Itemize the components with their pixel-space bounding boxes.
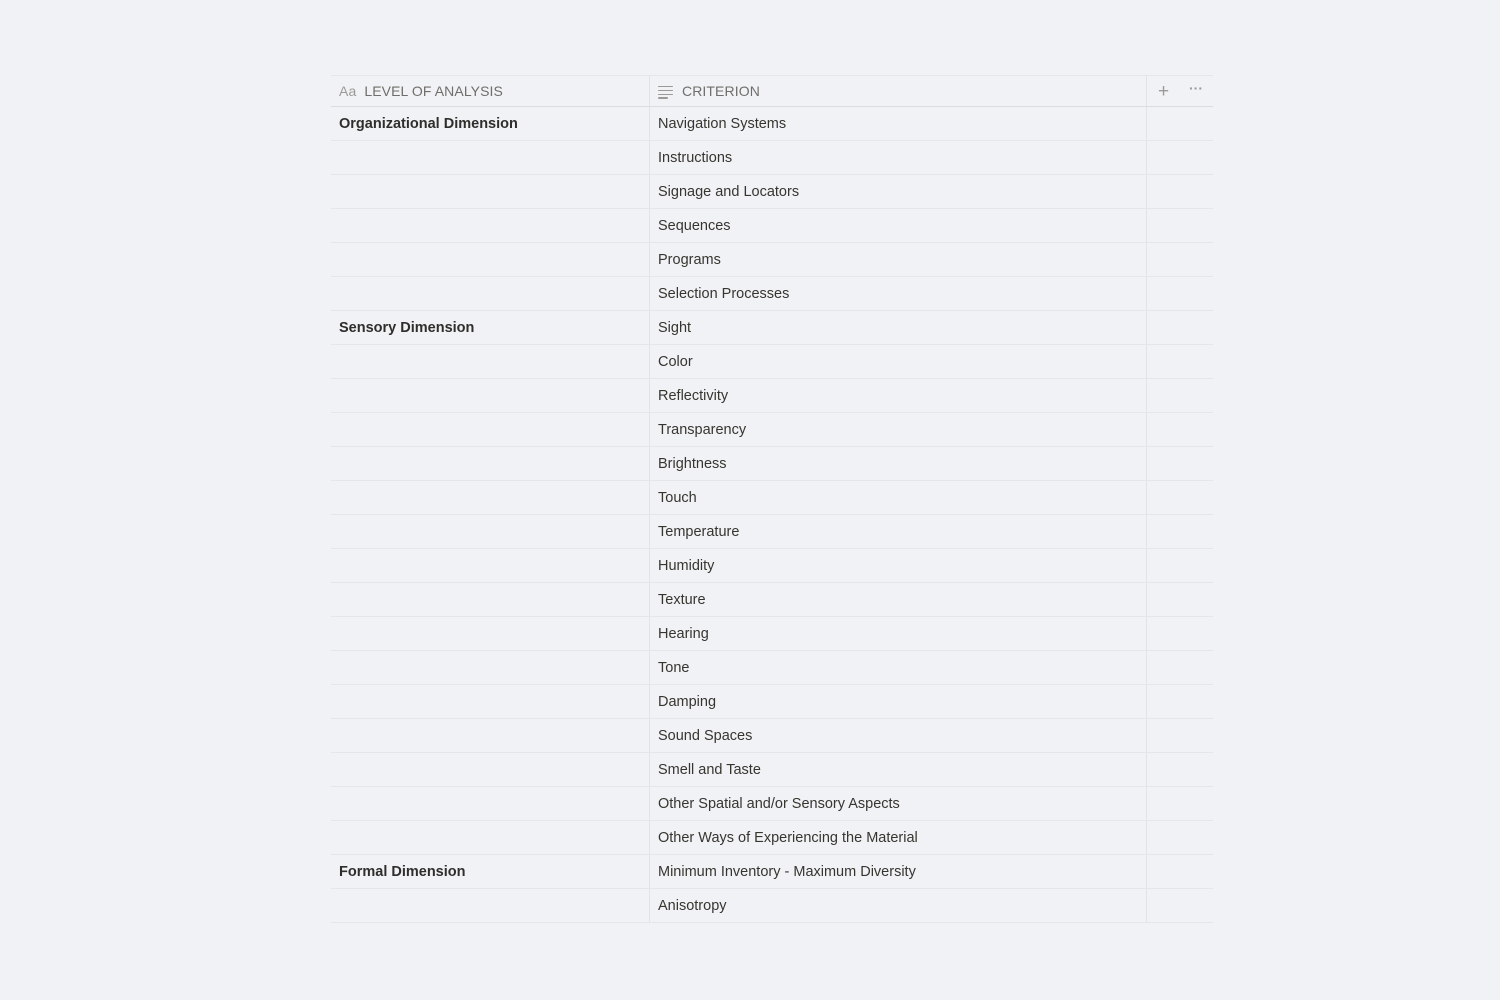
level-of-analysis-cell[interactable] [331, 787, 650, 820]
empty-action-cell [1147, 311, 1213, 344]
table-row[interactable] [331, 753, 1213, 787]
empty-action-cell [1147, 719, 1213, 752]
criterion-text: Other Spatial and/or Sensory Aspects [658, 795, 900, 812]
table-row[interactable] [331, 345, 1213, 379]
criterion-cell[interactable] [650, 617, 1147, 650]
criterion-text: Sequences [658, 217, 731, 234]
criterion-cell[interactable] [650, 277, 1147, 310]
criterion-text: Humidity [658, 557, 715, 574]
empty-action-cell [1147, 515, 1213, 548]
criterion-cell[interactable] [650, 345, 1147, 378]
empty-action-cell [1147, 583, 1213, 616]
criterion-cell[interactable] [650, 889, 1147, 922]
column-header-label: LEVEL OF ANALYSIS [364, 83, 503, 99]
criterion-text: Touch [658, 489, 697, 506]
table-row[interactable] [331, 413, 1213, 447]
criterion-text: Brightness [658, 455, 727, 472]
empty-action-cell [1147, 617, 1213, 650]
criterion-cell[interactable] [650, 481, 1147, 514]
empty-action-cell [1147, 379, 1213, 412]
criterion-text: Texture [658, 591, 706, 608]
criterion-cell[interactable] [650, 753, 1147, 786]
criterion-cell[interactable] [650, 413, 1147, 446]
level-of-analysis-cell[interactable] [331, 277, 650, 310]
criterion-cell[interactable] [650, 787, 1147, 820]
criterion-text: Other Ways of Experiencing the Material [658, 829, 918, 846]
criterion-text: Selection Processes [658, 285, 790, 302]
level-of-analysis-cell[interactable] [331, 209, 650, 242]
table-row[interactable] [331, 481, 1213, 515]
table-body [331, 107, 1213, 923]
database-table [331, 75, 1213, 923]
table-row[interactable] [331, 277, 1213, 311]
table-row[interactable] [331, 311, 1213, 345]
column-header-criterion[interactable] [650, 76, 1147, 106]
column-header-actions [1147, 76, 1213, 106]
table-row[interactable] [331, 379, 1213, 413]
criterion-text: Tone [658, 659, 690, 676]
criterion-text: Temperature [658, 523, 740, 540]
criterion-text: Anisotropy [658, 897, 727, 914]
table-row[interactable] [331, 685, 1213, 719]
table-row[interactable] [331, 209, 1213, 243]
empty-action-cell [1147, 209, 1213, 242]
level-of-analysis-cell[interactable] [331, 379, 650, 412]
level-of-analysis-cell[interactable] [331, 311, 650, 344]
table-row[interactable] [331, 243, 1213, 277]
column-header-label: CRITERION [682, 83, 760, 99]
empty-action-cell [1147, 651, 1213, 684]
empty-action-cell [1147, 787, 1213, 820]
table-row[interactable] [331, 107, 1213, 141]
criterion-text: Smell and Taste [658, 761, 761, 778]
empty-action-cell [1147, 447, 1213, 480]
table-row[interactable] [331, 855, 1213, 889]
empty-action-cell [1147, 753, 1213, 786]
table-row[interactable] [331, 821, 1213, 855]
criterion-cell[interactable] [650, 311, 1147, 344]
empty-action-cell [1147, 175, 1213, 208]
empty-action-cell [1147, 107, 1213, 140]
table-row[interactable] [331, 447, 1213, 481]
criterion-cell[interactable] [650, 719, 1147, 752]
criterion-cell[interactable] [650, 107, 1147, 140]
criterion-cell[interactable] [650, 243, 1147, 276]
criterion-text: Minimum Inventory - Maximum Diversity [658, 863, 916, 880]
level-of-analysis-cell[interactable] [331, 107, 650, 140]
level-of-analysis-cell[interactable] [331, 481, 650, 514]
table-row[interactable] [331, 549, 1213, 583]
empty-action-cell [1147, 243, 1213, 276]
criterion-text: Transparency [658, 421, 747, 438]
criterion-text: Sound Spaces [658, 727, 753, 744]
criterion-text: Programs [658, 251, 721, 268]
criterion-cell[interactable] [650, 583, 1147, 616]
criterion-text: Damping [658, 693, 717, 710]
empty-action-cell [1147, 345, 1213, 378]
criterion-cell[interactable] [650, 821, 1147, 854]
criterion-text: Hearing [658, 625, 709, 642]
empty-action-cell [1147, 413, 1213, 446]
table-row[interactable] [331, 651, 1213, 685]
level-of-analysis-cell[interactable] [331, 549, 650, 582]
criterion-text: Instructions [658, 149, 733, 166]
text-lines-icon [658, 85, 673, 98]
criterion-cell[interactable] [650, 141, 1147, 174]
level-of-analysis-cell[interactable] [331, 413, 650, 446]
empty-action-cell [1147, 277, 1213, 310]
empty-action-cell [1147, 821, 1213, 854]
level-of-analysis-cell[interactable] [331, 889, 650, 922]
criterion-text: Reflectivity [658, 387, 729, 404]
level-of-analysis-cell[interactable] [331, 243, 650, 276]
level-of-analysis-cell[interactable] [331, 685, 650, 718]
criterion-cell[interactable] [650, 447, 1147, 480]
level-of-analysis-cell[interactable] [331, 515, 650, 548]
criterion-text: Color [658, 353, 693, 370]
criterion-cell[interactable] [650, 515, 1147, 548]
level-of-analysis-cell[interactable] [331, 753, 650, 786]
empty-action-cell [1147, 481, 1213, 514]
criterion-cell[interactable] [650, 549, 1147, 582]
table-row[interactable] [331, 787, 1213, 821]
level-of-analysis-text: Organizational Dimension [339, 115, 518, 132]
more-options-icon[interactable]: ··· [1189, 80, 1203, 96]
table-header-row [331, 75, 1213, 107]
criterion-cell[interactable] [650, 651, 1147, 684]
level-of-analysis-cell[interactable] [331, 447, 650, 480]
level-of-analysis-text: Formal Dimension [339, 863, 466, 880]
table-row[interactable] [331, 617, 1213, 651]
level-of-analysis-cell[interactable] [331, 855, 650, 888]
level-of-analysis-cell[interactable] [331, 175, 650, 208]
criterion-cell[interactable] [650, 379, 1147, 412]
empty-action-cell [1147, 685, 1213, 718]
table-row[interactable] [331, 583, 1213, 617]
level-of-analysis-text: Sensory Dimension [339, 319, 475, 336]
empty-action-cell [1147, 855, 1213, 888]
table-row[interactable] [331, 889, 1213, 923]
level-of-analysis-cell[interactable] [331, 345, 650, 378]
criterion-text: Signage and Locators [658, 183, 800, 200]
criterion-cell[interactable] [650, 209, 1147, 242]
criterion-text: Sight [658, 319, 692, 336]
level-of-analysis-cell[interactable] [331, 141, 650, 174]
add-property-icon[interactable]: + [1158, 80, 1170, 102]
level-of-analysis-cell[interactable] [331, 719, 650, 752]
table-row[interactable] [331, 719, 1213, 753]
empty-action-cell [1147, 141, 1213, 174]
table-row[interactable] [331, 175, 1213, 209]
criterion-cell[interactable] [650, 175, 1147, 208]
level-of-analysis-cell[interactable] [331, 651, 650, 684]
level-of-analysis-cell[interactable] [331, 821, 650, 854]
text-title-icon: Aa [339, 83, 357, 99]
level-of-analysis-cell[interactable] [331, 583, 650, 616]
level-of-analysis-cell[interactable] [331, 617, 650, 650]
criterion-text: Navigation Systems [658, 115, 787, 132]
empty-action-cell [1147, 889, 1213, 922]
criterion-cell[interactable] [650, 855, 1147, 888]
column-header-level-of-analysis[interactable] [331, 76, 650, 106]
table-row[interactable] [331, 515, 1213, 549]
table-row[interactable] [331, 141, 1213, 175]
empty-action-cell [1147, 549, 1213, 582]
criterion-cell[interactable] [650, 685, 1147, 718]
